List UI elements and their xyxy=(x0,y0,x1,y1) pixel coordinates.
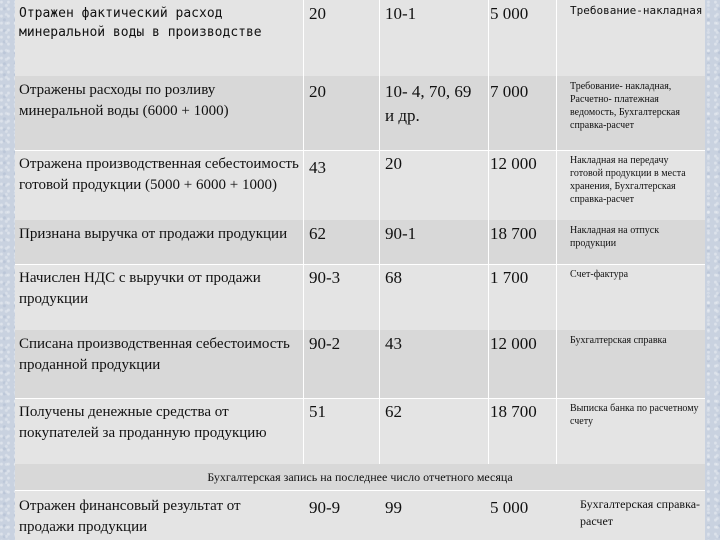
table-row xyxy=(15,398,705,465)
source-document: Бухгалтерская справка xyxy=(570,335,667,346)
credit-account: 62 xyxy=(385,402,402,421)
credit-account: 10-1 xyxy=(385,4,417,23)
credit-account: 99 xyxy=(385,498,402,517)
operation-description: Списана производственная себестоимость проданной продукции xyxy=(19,336,290,373)
amount: 18 700 xyxy=(490,224,537,243)
operation-description: Отражен фактический расход минеральной воды в производстве xyxy=(19,6,262,40)
debit-account: 90-3 xyxy=(309,268,341,287)
journal-entries-table xyxy=(15,0,705,540)
column-divider xyxy=(556,0,557,464)
debit-account: 20 xyxy=(309,4,326,23)
amount: 5 000 xyxy=(490,498,529,517)
amount: 18 700 xyxy=(490,402,537,421)
operation-description: Отражены расходы по розливу минеральной воды (6000 + 1000) xyxy=(19,82,229,119)
credit-account: 43 xyxy=(385,334,402,353)
operation-description: Отражена производственная себестоимость готовой продукции (5000 + 6000 + 1000) xyxy=(19,156,299,193)
table-row xyxy=(15,220,705,265)
credit-account: 90-1 xyxy=(385,224,417,243)
amount: 12 000 xyxy=(490,154,537,173)
debit-account: 20 xyxy=(309,82,326,101)
table-row xyxy=(15,0,705,77)
credit-account: 20 xyxy=(385,154,402,173)
amount: 12 000 xyxy=(490,334,537,353)
source-document: Накладная на передачу готовой продукции в места хранения, Бухгалтерская справка-расчет xyxy=(570,155,686,205)
source-document: Счет-фактура xyxy=(570,269,629,280)
table-row xyxy=(15,264,705,331)
debit-account: 90-9 xyxy=(309,498,341,517)
amount: 5 000 xyxy=(490,4,529,23)
operation-description: Отражен финансовый результат от продажи продукции xyxy=(19,498,241,535)
source-document: Бухгалтерская справка-расчет xyxy=(580,497,701,528)
operation-description: Признана выручка от продажи продукции xyxy=(19,226,288,242)
operation-description: Начислен НДС с выручки от продажи продукции xyxy=(19,270,261,307)
debit-account: 51 xyxy=(309,402,326,421)
amount: 7 000 xyxy=(490,82,529,101)
source-document: Требование- накладная, Расчетно- платежная ведомость, Бухгалтерская справка-расчет xyxy=(570,81,680,131)
debit-account: 43 xyxy=(309,158,326,177)
column-divider xyxy=(379,0,380,464)
credit-account: 68 xyxy=(385,268,402,287)
source-document: Накладная на отпуск продукции xyxy=(570,225,660,249)
source-document: Требование-накладная xyxy=(570,4,703,17)
column-divider xyxy=(303,0,304,464)
operation-description: Получены денежные средства от покупателей за проданную продукцию xyxy=(19,404,267,441)
table-row xyxy=(15,490,705,540)
debit-account: 62 xyxy=(309,224,326,243)
source-document: Выписка банка по расчетному счету xyxy=(570,403,699,427)
credit-account: 10- 4, 70, 69 и др. xyxy=(385,82,472,125)
debit-account: 90-2 xyxy=(309,334,341,353)
table-row xyxy=(15,150,705,221)
section-banner: Бухгалтерская запись на последнее число отчетного месяца xyxy=(15,464,705,491)
table-row xyxy=(15,330,705,399)
table-row xyxy=(15,76,705,151)
amount: 1 700 xyxy=(490,268,529,287)
column-divider xyxy=(488,0,489,464)
